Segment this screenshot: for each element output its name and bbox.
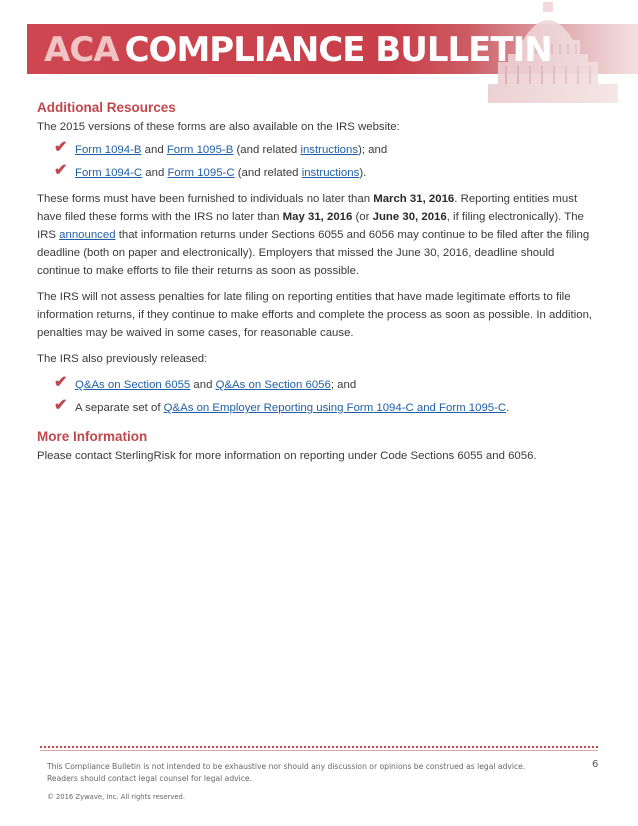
- heading-additional-resources: Additional Resources: [37, 100, 176, 115]
- list-text: and: [190, 379, 216, 391]
- deadline-paragraph: [37, 190, 597, 280]
- para-text: . Reporting entities must have filed these forms with the IRS no later than: [37, 193, 578, 223]
- previously-released-text: The IRS also previously released:: [37, 353, 208, 365]
- list-text: (and related: [233, 144, 301, 156]
- para-text: These forms must have been furnished to individuals no later than: [37, 193, 374, 205]
- page-number: 6: [592, 759, 599, 770]
- page-content: [37, 98, 597, 465]
- link-form-1095c[interactable]: Form 1095-C: [167, 167, 235, 179]
- list-text: ; and: [330, 379, 357, 391]
- bulletin-title: [44, 30, 552, 70]
- para-text: (or: [352, 211, 373, 223]
- list-item: [37, 399, 597, 417]
- link-form-1094c[interactable]: Form 1094-C: [75, 167, 143, 179]
- header-banner: [0, 0, 638, 103]
- heading-more-information: More Information: [37, 429, 148, 444]
- list-text: ).: [359, 167, 367, 179]
- list-item: [37, 164, 597, 182]
- date-may-31: May 31, 2016: [282, 211, 353, 223]
- list-text: A separate set of: [75, 402, 164, 414]
- para-text: , if filing electronically). The IRS: [37, 211, 584, 241]
- list-text: and: [141, 144, 167, 156]
- link-qa-6055[interactable]: Q&As on Section 6055: [75, 379, 191, 391]
- list-item: [37, 141, 597, 159]
- check-mark-icon: ✔: [54, 374, 68, 391]
- footer-divider-line: [40, 750, 598, 751]
- para-text: that information returns under Sections 6055 and 6056 may continue to be filed after the filing deadline (both on paper and electronically). Employers that missed the June 30, 2016, deadline should continue to make efforts to file their returns as soon as possible.: [37, 229, 590, 277]
- title-main: COMPLIANCE BULLETIN: [124, 30, 552, 70]
- list-item: [37, 376, 597, 394]
- link-form-1095b[interactable]: Form 1095-B: [166, 144, 234, 156]
- check-mark-icon: ✔: [54, 397, 68, 414]
- penalties-paragraph: The IRS will not assess penalties for late filing on reporting entities that have made legitimate efforts to file information returns, if they continue to make efforts and complete the process as soon as possible. In addition, penalties may be waived in some cases, for reasonable cause.: [37, 291, 593, 339]
- link-form-1094b[interactable]: Form 1094-B: [75, 144, 142, 156]
- list-text: and: [142, 167, 168, 179]
- date-june-30: June 30, 2016: [372, 211, 447, 223]
- title-prefix: ACA: [44, 30, 119, 70]
- list-text: ); and: [358, 144, 388, 156]
- disclaimer-line: Readers should contact legal counsel for legal advice.: [47, 774, 252, 783]
- link-announced[interactable]: announced: [59, 229, 116, 241]
- contact-text: Please contact SterlingRisk for more information on reporting under Code Sections 6055 and 6056.: [37, 450, 537, 462]
- footer-divider: [40, 746, 598, 748]
- copyright: © 2016 Zywave, Inc. All rights reserved.: [47, 793, 185, 801]
- intro-text: The 2015 versions of these forms are also available on the IRS website:: [37, 121, 400, 133]
- link-instructions-b[interactable]: instructions: [300, 144, 359, 156]
- disclaimer: [47, 761, 587, 785]
- link-qa-6056[interactable]: Q&As on Section 6056: [215, 379, 331, 391]
- disclaimer-line: This Compliance Bulletin is not intended to be exhaustive nor should any discussion or opinions be construed as legal advice.: [47, 762, 526, 771]
- check-mark-icon: ✔: [54, 139, 68, 156]
- list-text: .: [506, 402, 510, 414]
- link-qa-employer-reporting[interactable]: Q&As on Employer Reporting using Form 1094-C and Form 1095-C: [163, 402, 507, 414]
- list-text: (and related: [234, 167, 302, 179]
- link-instructions-c[interactable]: instructions: [301, 167, 360, 179]
- check-mark-icon: ✔: [54, 162, 68, 179]
- date-march-31: March 31, 2016: [373, 193, 455, 205]
